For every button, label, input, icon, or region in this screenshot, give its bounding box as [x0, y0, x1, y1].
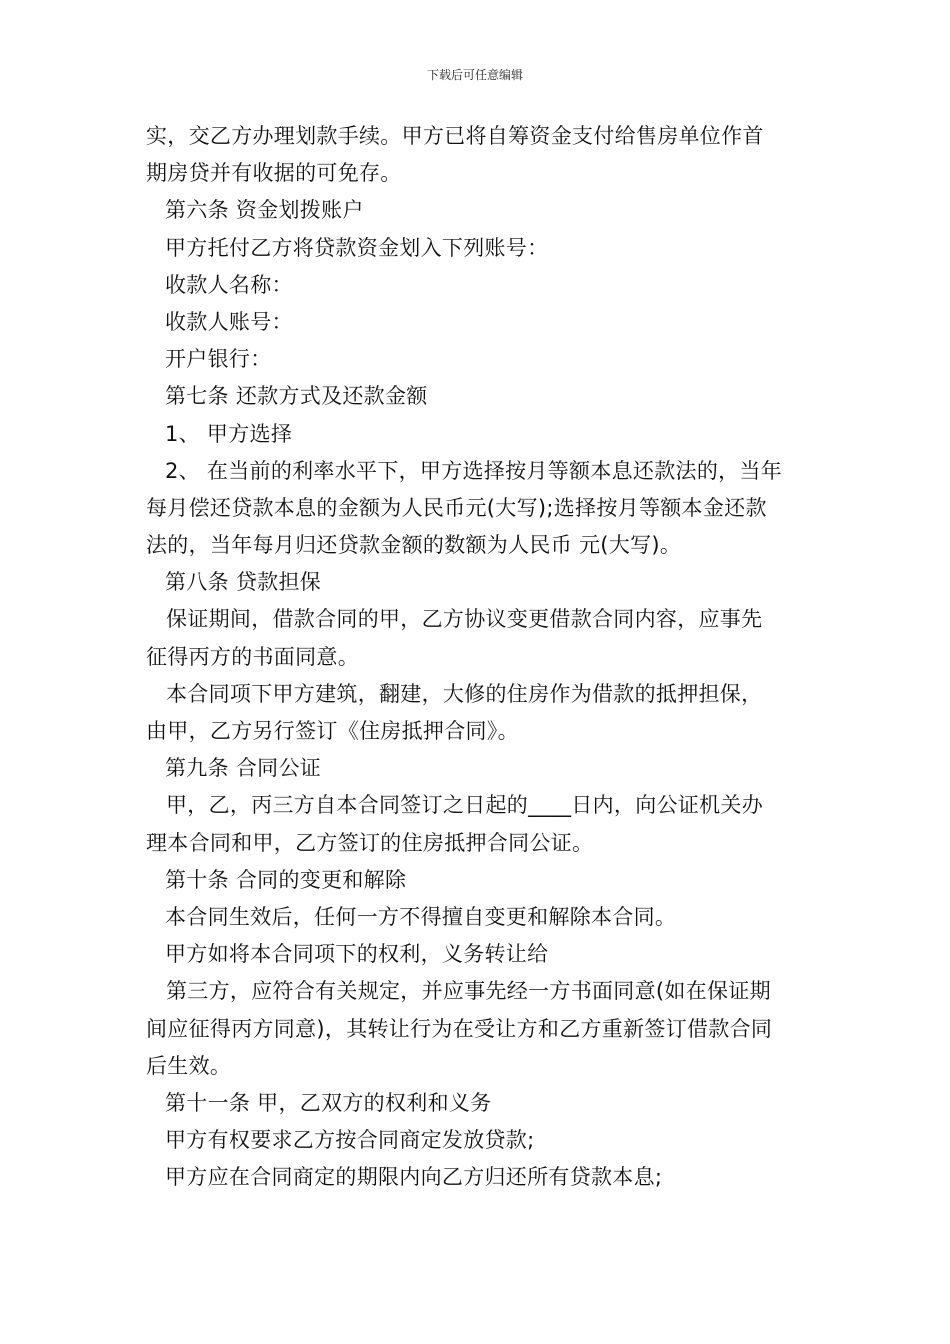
text-line: 第六条 资金划拨账户 — [165, 198, 364, 223]
document-body — [146, 118, 811, 1196]
text-line: 理本合同和甲，乙方签订的住房抵押合同公证。 — [146, 830, 594, 855]
text-line: 后生效。 — [146, 1053, 232, 1078]
text-line: 收款人名称： — [165, 272, 293, 297]
text-line: 本合同项下甲方建筑，翻建，大修的住房作为借款的抵押担保， — [166, 681, 763, 706]
text-line: 2、 在当前的利率水平下，甲方选择按月等额本息还款法的，当年 — [165, 458, 783, 483]
text-line: 由甲，乙方另行签订《住房抵押合同》。 — [146, 719, 519, 743]
text-line: 甲方托付乙方将贷款资金划入下列账号： — [165, 235, 549, 260]
text-line: 期房贷并有收据的可免存。 — [146, 161, 402, 186]
text-line: 实，交乙方办理划款手续。甲方已将自筹资金支付给售房单位作首 — [146, 124, 764, 148]
text-line: 第七条 还款方式及还款金额 — [165, 384, 428, 409]
text-line: 收款人账号： — [165, 309, 293, 334]
text-line: 第十条 合同的变更和解除 — [165, 867, 407, 892]
text-line: 甲方如将本合同项下的权利，义务转让给 — [165, 942, 549, 967]
page-header: 下载后可任意编辑 — [426, 68, 523, 82]
text-line: 第十一条 甲，乙双方的权利和义务 — [165, 1090, 492, 1115]
text-line: 甲，乙，丙三方自本合同签订之日起的____日内，向公证机关办 — [166, 793, 763, 818]
text-line: 征得丙方的书面同意。 — [146, 644, 359, 669]
text-line: 第九条 合同公证 — [165, 756, 322, 781]
text-line: 法的，当年每月归还贷款金额的数额为人民币 元(大写)。 — [146, 533, 682, 558]
text-line: 1、 甲方选择 — [165, 421, 293, 446]
text-line: 间应征得丙方同意)，其转让行为在受让方和乙方重新签订借款合同 — [146, 1016, 773, 1041]
text-line: 第八条 贷款担保 — [165, 570, 322, 595]
text-line: 每月偿还贷款本息的金额为人民币元(大写);选择按月等额本金还款 — [146, 495, 767, 520]
text-line: 甲方应在合同商定的期限内向乙方归还所有贷款本息; — [165, 1165, 663, 1190]
text-line: 开户银行： — [165, 347, 272, 372]
text-line: 保证期间，借款合同的甲，乙方协议变更借款合同内容，应事先 — [166, 607, 763, 632]
text-line: 本合同生效后，任何一方不得擅自变更和解除本合同。 — [165, 904, 677, 929]
text-line: 甲方有权要求乙方按合同商定发放贷款; — [165, 1128, 535, 1153]
text-line: 第三方，应符合有关规定，并应事先经一方书面同意(如在保证期 — [166, 979, 771, 1004]
